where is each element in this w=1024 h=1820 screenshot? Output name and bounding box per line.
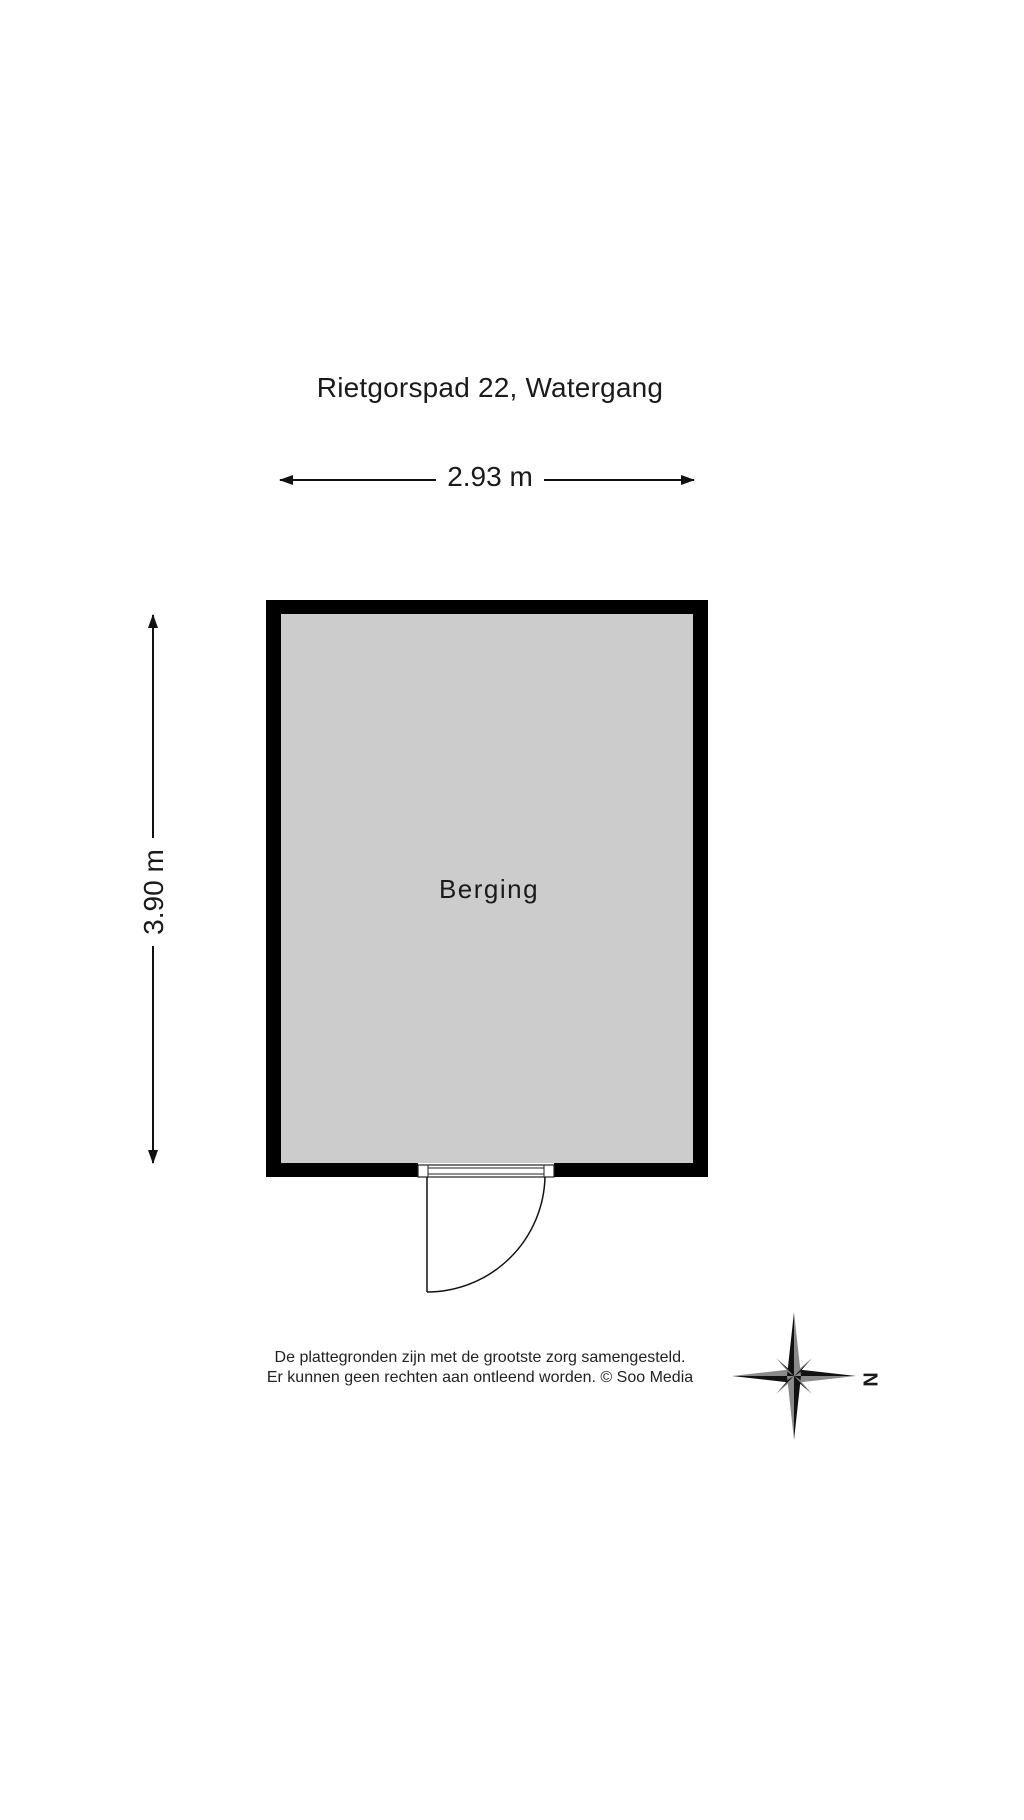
door-swing-arc (427, 1177, 545, 1292)
compass-rose-icon (732, 1312, 856, 1440)
disclaimer (230, 1348, 730, 1388)
disclaimer-line-1: De plattegronden zijn met de grootste zorg samengesteld. (274, 1349, 686, 1366)
room-label-berging: Berging (438, 874, 540, 904)
page-title: Rietgorspad 22, Watergang (316, 372, 664, 403)
compass-north-label: N (858, 1372, 881, 1387)
door (418, 1165, 554, 1292)
width-dimension-label: 2.93 m (436, 461, 544, 493)
height-dimension-label: 3.90 m (138, 838, 170, 946)
disclaimer-line-2: Er kunnen geen rechten aan ontleend worden. © Soo Media (266, 1369, 694, 1386)
